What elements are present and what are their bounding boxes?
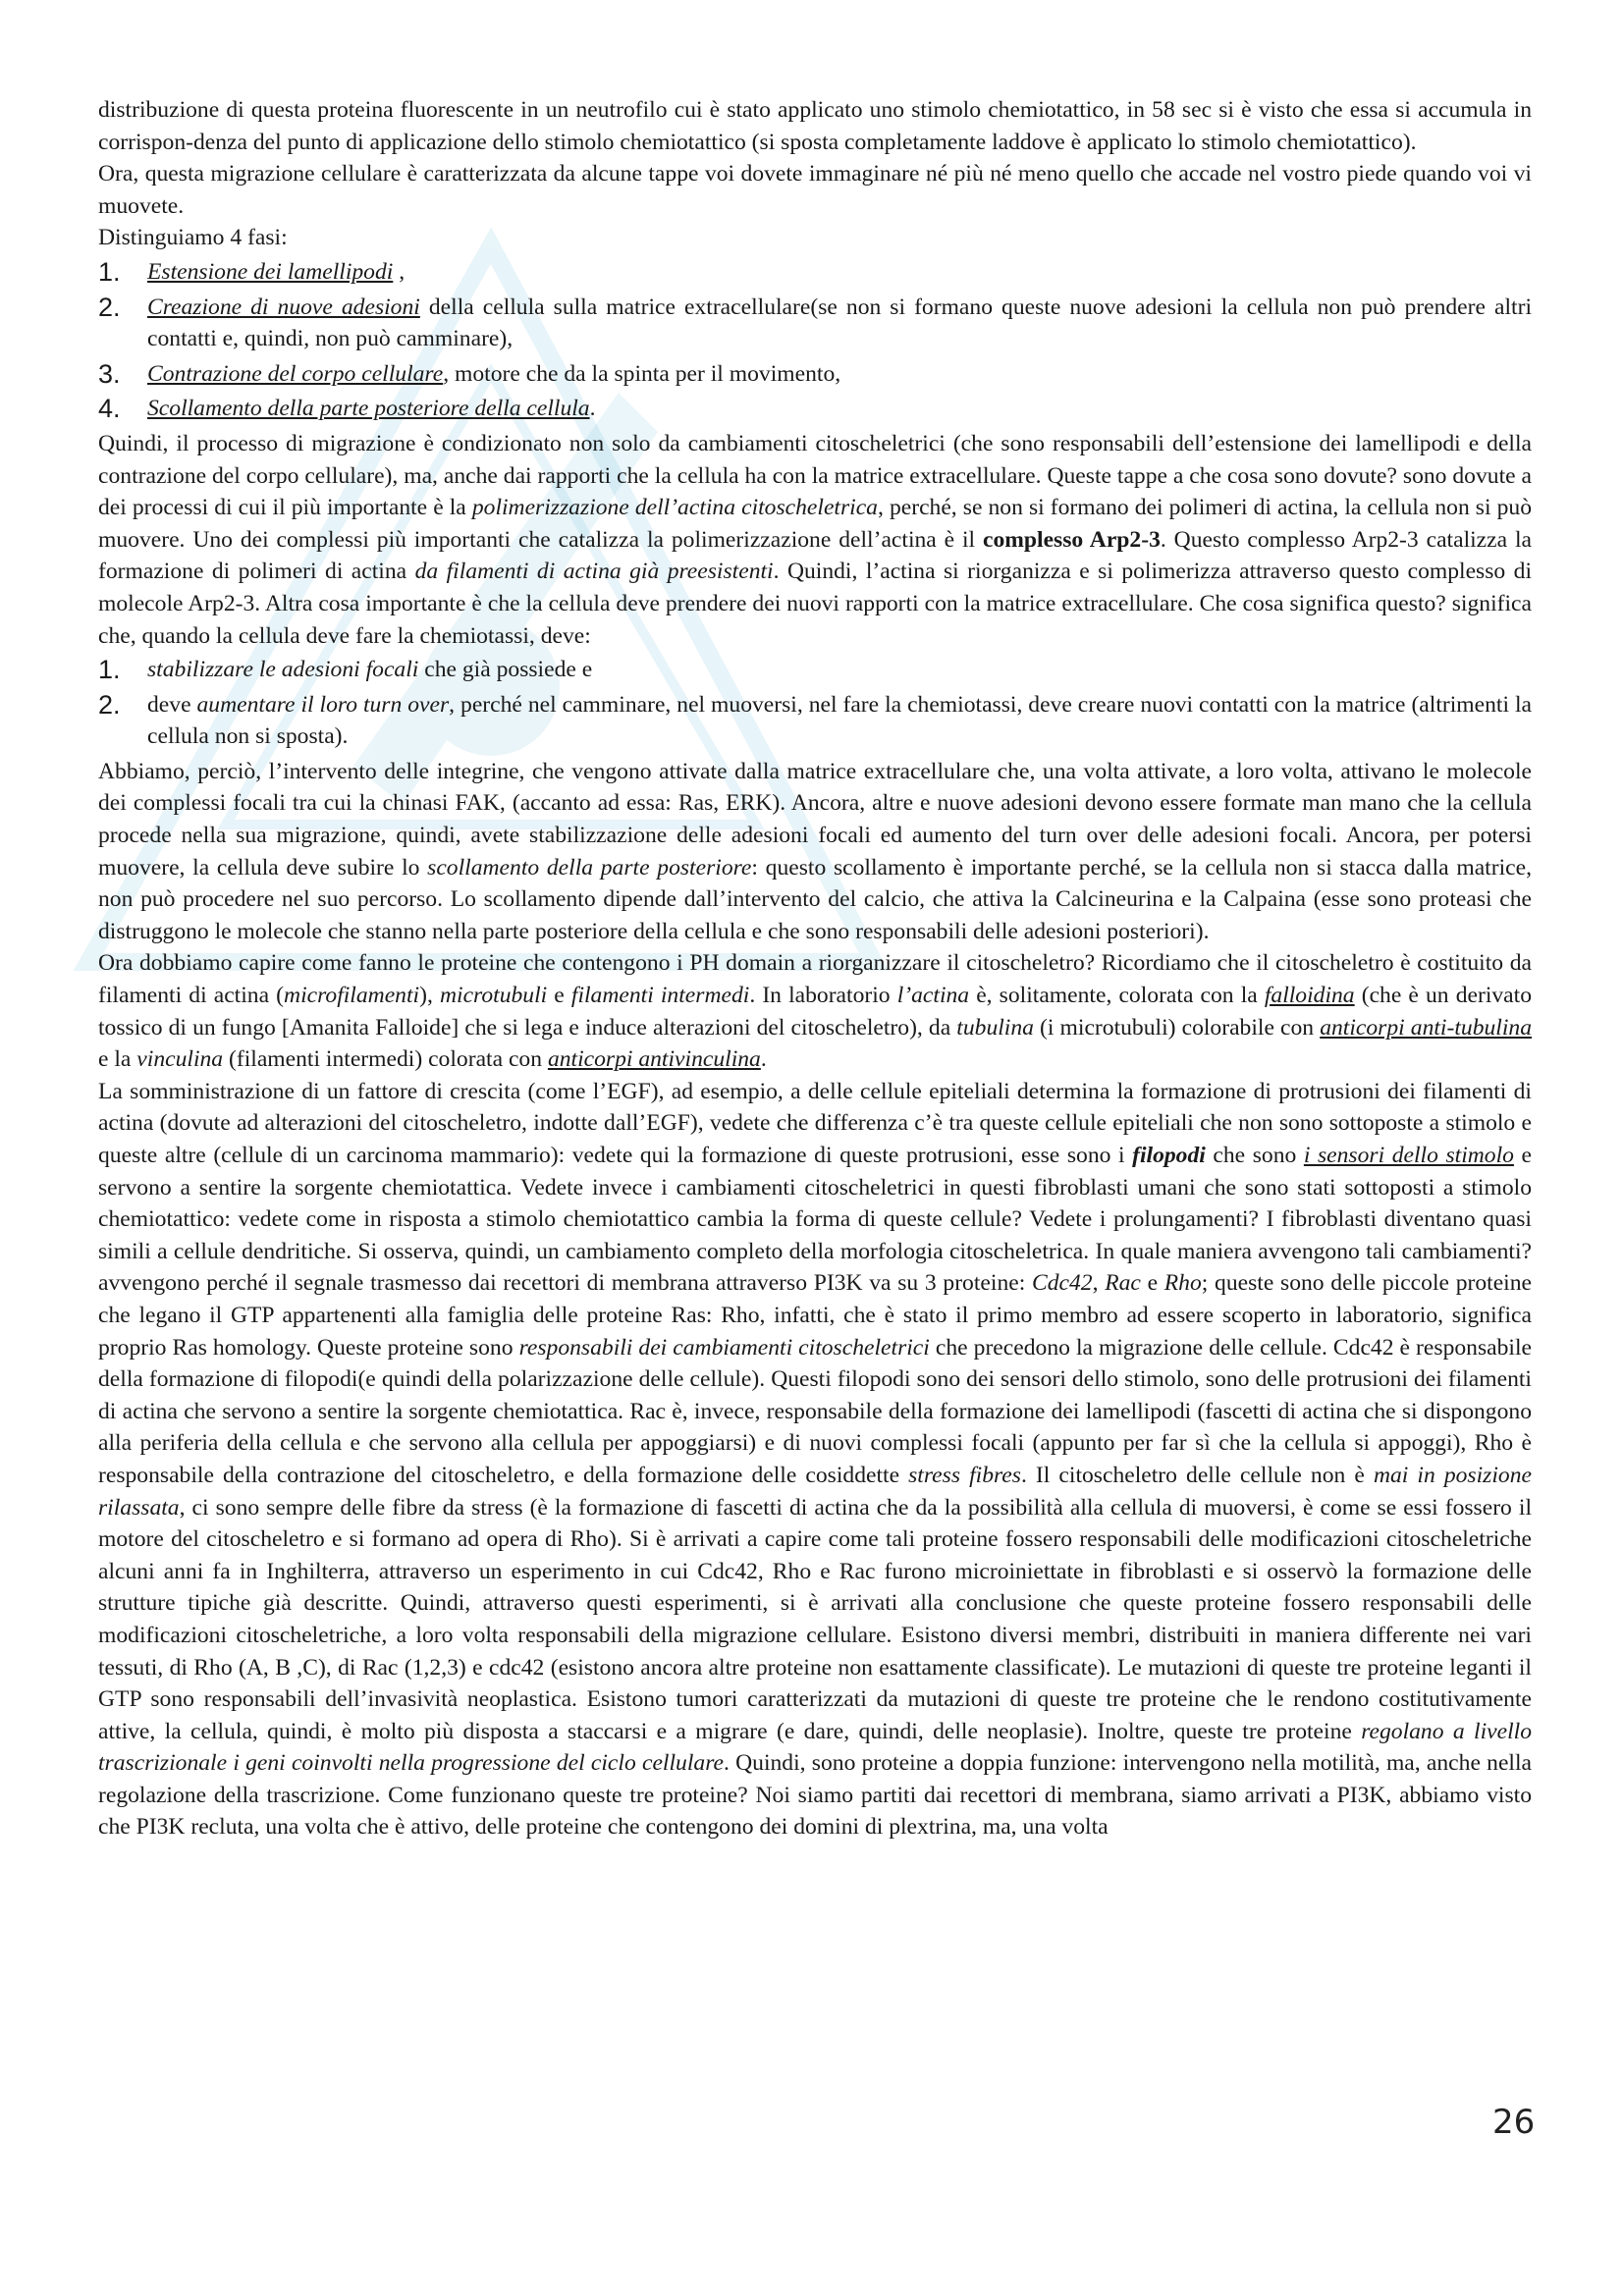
page-number: 26 — [1492, 2103, 1536, 2142]
chemotaxis-list — [98, 654, 1532, 753]
paragraph-6: Ora dobbiamo capire come fanno le proteine che contengono i PH domain a riorganizzare il citoscheletro? Ricordiamo che il citoscheletro è costituito da filamenti di actina (microfilamenti), microtubuli e filamenti intermedi. In laboratorio l’actina è, solitamente, colorata con la falloidina (che è un derivato tossico di un fungo [Amanita Falloide] che si lega e induce alterazioni del citoscheletro), da tubulina (i microtubuli) colorabile con anticorpi anti-tubulina e la vinculina (filamenti intermedi) colorata con anticorpi antivinculina. — [98, 950, 1533, 1073]
paragraph-5: Abbiamo, perciò, l’intervento delle integrine, che vengono attivate dalla matrice extracellulare che, una volta attivate, a loro volta, attivano le molecole dei complessi focali tra cui la chinasi FAK, (accanto ad essa: Ras, ERK). Ancora, altre e nuove adesioni devono essere formate man mano che la cellula procede nella sua migrazione, quindi, avete stabilizzazione delle adesioni focali ed aumento del turn over delle adesioni focali. Ancora, per potersi muovere, la cellula deve subire lo scollamento della parte posteriore: questo scollamento è importante perché, se la cellula non si stacca dalla matrice, non può procedere nel suo percorso. Lo scollamento dipende dall’intervento del calcio, che attiva la Calcineurina e la Calpaina (esse sono proteasi che distruggono le molecole che stanno nella parte posteriore della cellula e che sono responsabili delle adesioni posteriori). — [98, 758, 1532, 944]
list-item: 1. stabilizzare le adesioni focali che già possiede e — [98, 655, 593, 685]
document-body — [98, 94, 1532, 1843]
list-item: 2. deve aumentare il loro turn over, perché nel camminare, nel muoversi, nel fare la chemiotassi, deve creare nuovi contatti con la matrice (altrimenti la cellula non si sposta). — [98, 689, 1533, 750]
list-item: 4. Scollamento della parte posteriore della cellula. — [98, 394, 596, 424]
paragraph-1: distribuzione di questa proteina fluorescente in un neutrofilo cui è stato applicato uno stimolo chemiotattico, in 58 sec si è visto che essa si accumula in corrispon-denza del punto di applicazione dello stimolo chemiotattico (si sposta completamente laddove è applicato lo stimolo chemiotattico). — [98, 97, 1532, 155]
paragraph-3: Distinguiamo 4 fasi: — [98, 225, 288, 251]
paragraph-2: Ora, questa migrazione cellulare è caratterizzata da alcune tappe voi dovete immaginare né più né meno quello che accade nel vostro piede quando voi vi muovete. — [98, 161, 1532, 219]
list-item: 3. Contrazione del corpo cellulare, motore che da la spinta per il movimento, — [98, 358, 841, 389]
list-item: 2. Creazione di nuove adesioni della cellula sulla matrice extracellulare(se non si formano queste nuove adesioni la cellula non può prendere altri contatti e, quindi, non può camminare), — [98, 292, 1532, 352]
paragraph-4: Quindi, il processo di migrazione è condizionato non solo da cambiamenti citoscheletrici (che sono responsabili dell’estensione dei lamellipodi e della contrazione del corpo cellulare), ma, anche dai rapporti che la cellula ha con la matrice extracellulare. Queste tappe a che cosa sono dovute? sono dovute a dei processi di cui il più importante è la polimerizzazione dell’actina citoscheletrica, perché, se non si formano dei polimeri di actina, la cellula non si può muovere. Uno dei complessi più importanti che catalizza la polimerizzazione dell’actina è il complesso Arp2-3. Questo complesso Arp2-3 catalizza la formazione di polimeri di actina da filamenti di actina già preesistenti. Quindi, l’actina si riorganizza e si polimerizza attraverso questo complesso di molecole Arp2-3. Altra cosa importante è che la cellula deve prendere dei nuovi rapporti con la matrice extracellulare. Che cosa significa questo? significa che, quando la cellula deve fare la chemiotassi, deve: — [98, 430, 1533, 649]
paragraph-7: La somministrazione di un fattore di crescita (come l’EGF), ad esempio, a delle cellule epiteliali determina la formazione di protrusioni dei filamenti di actina (dovute ad alterazioni del citoscheletro, indotte dall’EGF), vedete che differenza c’è tra queste cellule epiteliali che non sono sottoposte a stimolo e queste altre (cellule di un carcinoma mammario): vedete qui la formazione di queste protrusioni, esse sono i filopodi che sono i sensori dello stimolo e servono a sentire la sorgente chemiotattica. Vedete invece i cambiamenti citoscheletrici in questi fibroblasti umani che sono stati sottoposti a stimolo chemiotattico: vedete come in risposta a stimolo chemiotattico cambia la forma di queste cellule? Vedete i prolungamenti? I fibroblasti diventano quasi simili a cellule dendritiche. Si osserva, quindi, un cambiamento completo della morfologia citoscheletrica. In quale maniera avvengono tali cambiamenti? avvengono perché il segnale trasmesso dai recettori di membrana attraverso PI3K va su 3 proteine: Cdc42, Rac e Rho; queste sono delle piccole proteine che legano il GTP appartenenti alla famiglia delle proteine Ras: Rho, infatti, che è stato il primo membro ad essere scoperto in laboratorio, significa proprio Ras homology. Queste proteine sono responsabili dei cambiamenti citoscheletrici che precedono la migrazione delle cellule. Cdc42 è responsabile della formazione di filopodi(e quindi della polarizzazione delle cellule). Questi filopodi sono dei sensori dello stimolo, sono delle protrusioni dei filamenti di actina che servono a sentire la sorgente chemiotattica. Rac è, invece, responsabile della formazione dei lamellipodi (fascetti di actina che si dispongono alla periferia della cellula e che servono alla cellula per appoggiarsi) e di nuovi complessi focali (appunto per far sì che la cellula si appoggi), Rho è responsabile della contrazione del citoscheletro, e della formazione delle cosiddette stress fibres. Il citoscheletro delle cellule non è mai in posizione rilassata, ci sono sempre delle fibre da stress (è la formazione di fascetti di actina che da la possibilità alla cellula di muoversi, è come se essi fossero il motore del citoscheletro e si formano ad opera di Rho). Si è arrivati a capire come tali proteine fossero responsabili delle modificazioni citoscheletriche alcuni anni fa in Inghilterra, attraverso un esperimento in cui Cdc42, Rho e Rac furono microiniettate in fibroblasti e si osservò la formazione delle strutture tipiche già descritte. Quindi, attraverso questi esperimenti, si è arrivati alla conclusione che queste proteine fossero responsabili delle modificazioni citoscheletriche, a loro volta responsabili della migrazione cellulare. Esistono diversi membri, distribuiti in maniera differente nei vari tessuti, di Rho (A, B ,C), di Rac (1,2,3) e cdc42 (esistono ancora altre proteine non esattamente classificate). Le mutazioni di queste tre proteine leganti il GTP sono responsabili dell’invasività neoplastica. Esistono tumori caratterizzati da mutazioni di queste tre proteine che le rendono costitutivamente attive, la cellula, quindi, è molto più disposta a staccarsi e a migrare (e dare, quindi, delle neoplasie). Inoltre, queste tre proteine regolano a livello trascrizionale i geni coinvolti nella progressione del ciclo cellulare. Quindi, sono proteine a doppia funzione: intervengono nella motilità, ma, anche nella regolazione della trascrizione. Come funzionano queste tre proteine? Noi siamo partiti dai recettori di membrana, siamo arrivati a PI3K, abbiamo visto che PI3K recluta, una volta che è attivo, delle proteine che contengono dei domini di plextrina, ma, una volta — [98, 1078, 1533, 1841]
phases-list — [98, 256, 1532, 425]
list-item: 1. Estensione dei lamellipodi , — [98, 256, 406, 287]
